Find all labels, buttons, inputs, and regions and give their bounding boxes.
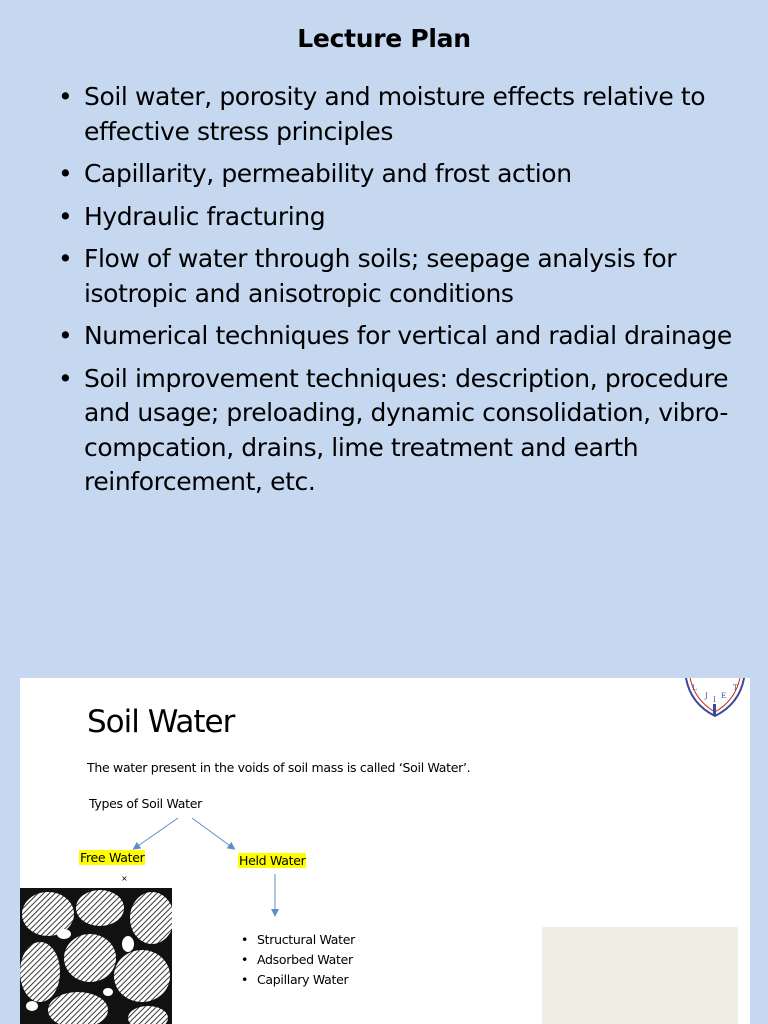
list-item: • Capillary Water: [239, 970, 355, 990]
slide-description: The water present in the voids of soil mass is called ‘Soil Water’.: [87, 760, 471, 775]
svg-text:E: E: [721, 692, 727, 700]
list-item: • Numerical techniques for vertical and radial drainage: [56, 319, 746, 354]
lecture-topics-list: [56, 80, 746, 508]
small-mark: ×: [121, 874, 128, 883]
svg-text:T: T: [733, 684, 738, 692]
list-item: • Hydraulic fracturing: [56, 200, 746, 235]
svg-text:I: I: [713, 696, 716, 704]
list-item: • Soil improvement techniques: description, procedure and usage; preloading, dynamic consolidation, vibro-compcation, drains, lime treatment and earth reinforcement, etc.: [56, 362, 746, 500]
soil-water-slide: [20, 678, 750, 1024]
free-water-label: Free Water: [80, 850, 145, 865]
list-item: • Capillarity, permeability and frost action: [56, 157, 746, 192]
list-item: • Adsorbed Water: [239, 950, 355, 970]
image-placeholder: [542, 927, 738, 1024]
held-water-label: Held Water: [239, 853, 306, 868]
types-heading: Types of Soil Water: [89, 796, 202, 811]
list-item: • Soil water, porosity and moisture effects relative to effective stress principles: [56, 80, 746, 149]
held-water-types-list: [239, 930, 355, 990]
soil-particles-image: [20, 888, 172, 1024]
slide-title: Lecture Plan: [297, 24, 471, 53]
list-item: • Structural Water: [239, 930, 355, 950]
svg-text:J: J: [705, 692, 708, 700]
slide-title: Soil Water: [87, 704, 235, 740]
logo-letters-left: L: [692, 684, 697, 692]
list-item: • Flow of water through soils; seepage analysis for isotropic and anisotropic conditions: [56, 242, 746, 311]
